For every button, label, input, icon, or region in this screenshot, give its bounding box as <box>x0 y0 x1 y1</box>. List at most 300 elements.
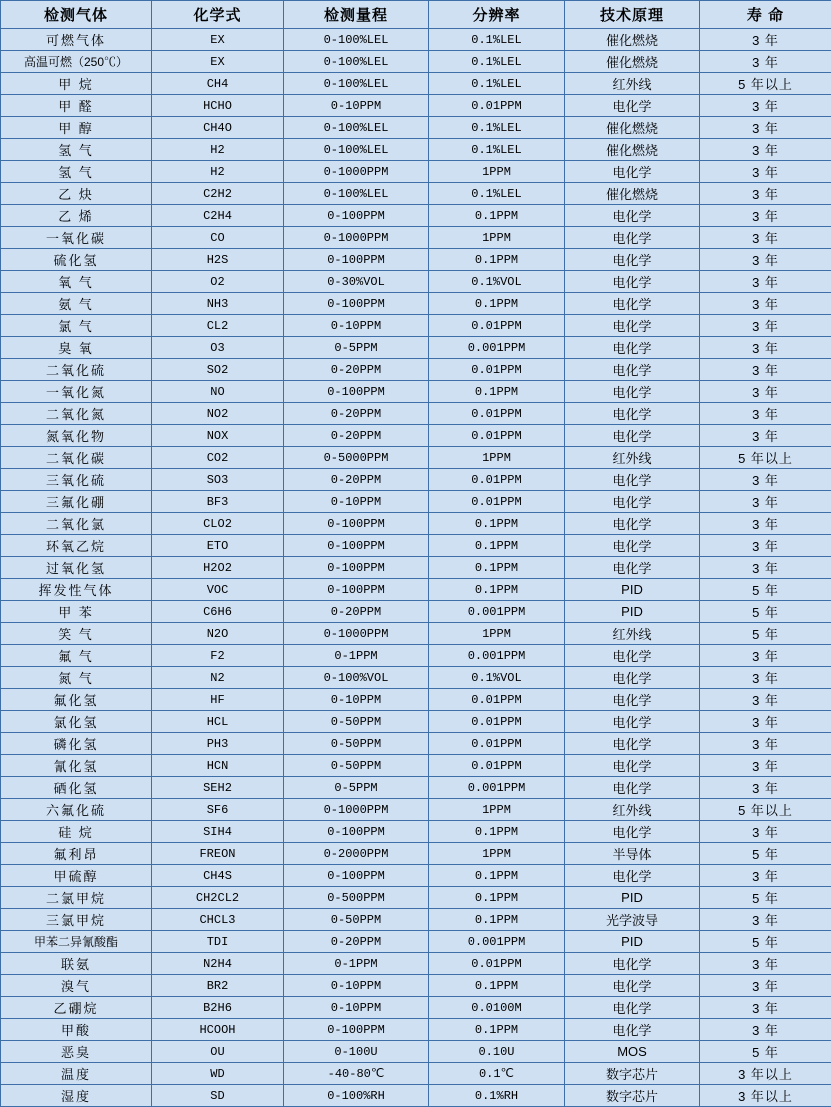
table-row <box>1 73 831 95</box>
table-row <box>1 1019 831 1041</box>
cell-gas: 一氧化碳 <box>1 227 152 249</box>
cell-lifetime: 3 年 <box>700 733 831 755</box>
cell-formula: CHCL3 <box>152 909 284 931</box>
table-row <box>1 29 831 51</box>
cell-resolution: 0.1PPM <box>429 513 565 535</box>
cell-principle: 催化燃烧 <box>565 183 700 205</box>
cell-resolution: 1PPM <box>429 799 565 821</box>
cell-lifetime: 3 年 <box>700 183 831 205</box>
cell-range: 0-100PPM <box>284 513 429 535</box>
cell-gas: 温度 <box>1 1063 152 1085</box>
cell-resolution: 0.1%LEL <box>429 51 565 73</box>
cell-principle: 红外线 <box>565 447 700 469</box>
cell-formula: SEH2 <box>152 777 284 799</box>
cell-gas: 氟化氢 <box>1 689 152 711</box>
cell-formula: CO2 <box>152 447 284 469</box>
table-row <box>1 909 831 931</box>
cell-principle: 电化学 <box>565 821 700 843</box>
cell-principle: 电化学 <box>565 271 700 293</box>
cell-lifetime: 3 年 <box>700 337 831 359</box>
table-row <box>1 711 831 733</box>
cell-range: 0-20PPM <box>284 601 429 623</box>
table-row <box>1 249 831 271</box>
cell-formula: O3 <box>152 337 284 359</box>
table-row <box>1 689 831 711</box>
cell-resolution: 0.1PPM <box>429 381 565 403</box>
cell-gas: 硒化氢 <box>1 777 152 799</box>
cell-gas: 甲 醇 <box>1 117 152 139</box>
cell-resolution: 0.01PPM <box>429 95 565 117</box>
cell-lifetime: 3 年 <box>700 271 831 293</box>
cell-principle: 电化学 <box>565 359 700 381</box>
cell-gas: 笑 气 <box>1 623 152 645</box>
cell-range: 0-50PPM <box>284 711 429 733</box>
cell-gas: 三氟化硼 <box>1 491 152 513</box>
cell-gas: 溴气 <box>1 975 152 997</box>
cell-gas: 乙 炔 <box>1 183 152 205</box>
cell-range: 0-1000PPM <box>284 227 429 249</box>
cell-lifetime: 5 年以上 <box>700 447 831 469</box>
cell-formula: N2 <box>152 667 284 689</box>
cell-resolution: 1PPM <box>429 447 565 469</box>
cell-lifetime: 3 年 <box>700 249 831 271</box>
cell-formula: CH4O <box>152 117 284 139</box>
table-row <box>1 865 831 887</box>
table-row <box>1 557 831 579</box>
cell-range: 0-100%RH <box>284 1085 429 1107</box>
cell-principle: 电化学 <box>565 1019 700 1041</box>
cell-formula: OU <box>152 1041 284 1063</box>
cell-gas: 氧 气 <box>1 271 152 293</box>
cell-range: 0-5PPM <box>284 337 429 359</box>
cell-range: 0-50PPM <box>284 909 429 931</box>
cell-range: 0-1PPM <box>284 645 429 667</box>
cell-range: 0-1000PPM <box>284 799 429 821</box>
cell-formula: N2O <box>152 623 284 645</box>
table-row <box>1 887 831 909</box>
cell-range: 0-20PPM <box>284 425 429 447</box>
cell-gas: 甲硫醇 <box>1 865 152 887</box>
cell-gas: 硫化氢 <box>1 249 152 271</box>
cell-formula: C2H4 <box>152 205 284 227</box>
table-row <box>1 491 831 513</box>
cell-gas: 甲苯二异氰酸酯 <box>1 931 152 953</box>
table-row <box>1 447 831 469</box>
cell-lifetime: 3 年 <box>700 315 831 337</box>
table-row <box>1 997 831 1019</box>
table-row <box>1 579 831 601</box>
cell-lifetime: 3 年 <box>700 645 831 667</box>
cell-range: 0-1000PPM <box>284 623 429 645</box>
cell-formula: TDI <box>152 931 284 953</box>
cell-principle: 电化学 <box>565 469 700 491</box>
table-row <box>1 381 831 403</box>
column-header-gas: 检测气体 <box>1 1 152 29</box>
cell-range: 0-10PPM <box>284 689 429 711</box>
cell-range: 0-100%LEL <box>284 117 429 139</box>
cell-range: 0-50PPM <box>284 755 429 777</box>
table-row <box>1 755 831 777</box>
cell-lifetime: 5 年 <box>700 601 831 623</box>
cell-lifetime: 3 年 <box>700 139 831 161</box>
table-row <box>1 139 831 161</box>
cell-gas: 臭 氧 <box>1 337 152 359</box>
cell-range: 0-50PPM <box>284 733 429 755</box>
table-row <box>1 667 831 689</box>
column-header-principle: 技术原理 <box>565 1 700 29</box>
cell-range: 0-100PPM <box>284 821 429 843</box>
cell-principle: PID <box>565 931 700 953</box>
cell-formula: NO <box>152 381 284 403</box>
cell-principle: 电化学 <box>565 953 700 975</box>
cell-range: 0-10PPM <box>284 315 429 337</box>
cell-lifetime: 3 年 <box>700 359 831 381</box>
cell-resolution: 0.1PPM <box>429 535 565 557</box>
table-row <box>1 271 831 293</box>
cell-resolution: 0.1PPM <box>429 249 565 271</box>
table-row <box>1 843 831 865</box>
cell-resolution: 0.001PPM <box>429 777 565 799</box>
cell-formula: FREON <box>152 843 284 865</box>
cell-range: -40-80℃ <box>284 1063 429 1085</box>
cell-resolution: 0.01PPM <box>429 469 565 491</box>
cell-lifetime: 3 年 <box>700 535 831 557</box>
table-row <box>1 535 831 557</box>
table-row <box>1 975 831 997</box>
column-header-resolution: 分辨率 <box>429 1 565 29</box>
cell-range: 0-10PPM <box>284 95 429 117</box>
cell-principle: 电化学 <box>565 95 700 117</box>
cell-range: 0-10PPM <box>284 975 429 997</box>
table-row <box>1 293 831 315</box>
cell-range: 0-100%LEL <box>284 183 429 205</box>
cell-formula: HF <box>152 689 284 711</box>
cell-principle: 电化学 <box>565 865 700 887</box>
cell-range: 0-100PPM <box>284 579 429 601</box>
cell-principle: 催化燃烧 <box>565 29 700 51</box>
cell-lifetime: 3 年 <box>700 777 831 799</box>
cell-principle: 电化学 <box>565 425 700 447</box>
cell-lifetime: 5 年 <box>700 1041 831 1063</box>
cell-range: 0-100%LEL <box>284 139 429 161</box>
cell-principle: 电化学 <box>565 205 700 227</box>
table-row <box>1 799 831 821</box>
cell-range: 0-100%LEL <box>284 29 429 51</box>
cell-resolution: 0.1%LEL <box>429 183 565 205</box>
cell-resolution: 0.01PPM <box>429 733 565 755</box>
table-row <box>1 623 831 645</box>
cell-formula: SO2 <box>152 359 284 381</box>
cell-principle: 电化学 <box>565 403 700 425</box>
cell-resolution: 0.1%LEL <box>429 117 565 139</box>
cell-principle: 电化学 <box>565 689 700 711</box>
cell-formula: CH4 <box>152 73 284 95</box>
cell-resolution: 0.1PPM <box>429 975 565 997</box>
cell-lifetime: 3 年 <box>700 513 831 535</box>
table-row <box>1 227 831 249</box>
cell-formula: NO2 <box>152 403 284 425</box>
cell-lifetime: 3 年以上 <box>700 1085 831 1107</box>
table-row <box>1 117 831 139</box>
cell-lifetime: 3 年 <box>700 667 831 689</box>
cell-principle: 红外线 <box>565 73 700 95</box>
cell-principle: 电化学 <box>565 997 700 1019</box>
cell-resolution: 0.0100M <box>429 997 565 1019</box>
cell-formula: ETO <box>152 535 284 557</box>
cell-gas: 可燃气体 <box>1 29 152 51</box>
cell-range: 0-30%VOL <box>284 271 429 293</box>
cell-gas: 二氧化碳 <box>1 447 152 469</box>
cell-lifetime: 3 年 <box>700 51 831 73</box>
cell-resolution: 0.1PPM <box>429 293 565 315</box>
cell-range: 0-100%LEL <box>284 73 429 95</box>
cell-gas: 氟利昂 <box>1 843 152 865</box>
cell-formula: HCN <box>152 755 284 777</box>
cell-gas: 氯 气 <box>1 315 152 337</box>
cell-formula: PH3 <box>152 733 284 755</box>
cell-resolution: 0.1%VOL <box>429 271 565 293</box>
cell-principle: MOS <box>565 1041 700 1063</box>
cell-principle: 红外线 <box>565 623 700 645</box>
cell-lifetime: 3 年 <box>700 865 831 887</box>
cell-range: 0-10PPM <box>284 997 429 1019</box>
cell-formula: CH4S <box>152 865 284 887</box>
cell-resolution: 0.01PPM <box>429 491 565 513</box>
table-row <box>1 425 831 447</box>
table-row <box>1 733 831 755</box>
cell-range: 0-100PPM <box>284 865 429 887</box>
table-row <box>1 645 831 667</box>
cell-resolution: 1PPM <box>429 227 565 249</box>
cell-principle: PID <box>565 579 700 601</box>
cell-resolution: 0.1%RH <box>429 1085 565 1107</box>
table-header <box>1 1 831 29</box>
cell-lifetime: 3 年 <box>700 953 831 975</box>
cell-principle: 电化学 <box>565 513 700 535</box>
table-row <box>1 205 831 227</box>
cell-range: 0-20PPM <box>284 403 429 425</box>
cell-gas: 三氯甲烷 <box>1 909 152 931</box>
cell-gas: 联氨 <box>1 953 152 975</box>
cell-lifetime: 5 年 <box>700 579 831 601</box>
cell-formula: CL2 <box>152 315 284 337</box>
table-row <box>1 1063 831 1085</box>
table-row <box>1 601 831 623</box>
cell-formula: NOX <box>152 425 284 447</box>
cell-lifetime: 3 年以上 <box>700 1063 831 1085</box>
table-row <box>1 469 831 491</box>
cell-formula: B2H6 <box>152 997 284 1019</box>
table-header-row <box>1 1 831 29</box>
cell-lifetime: 3 年 <box>700 491 831 513</box>
cell-resolution: 1PPM <box>429 623 565 645</box>
cell-principle: 数字芯片 <box>565 1085 700 1107</box>
cell-resolution: 0.1%LEL <box>429 139 565 161</box>
cell-principle: 电化学 <box>565 249 700 271</box>
cell-formula: C6H6 <box>152 601 284 623</box>
column-header-lifetime: 寿 命 <box>700 1 831 29</box>
table-row <box>1 1041 831 1063</box>
cell-gas: 二氧化硫 <box>1 359 152 381</box>
cell-resolution: 0.1%LEL <box>429 29 565 51</box>
cell-lifetime: 3 年 <box>700 227 831 249</box>
cell-resolution: 1PPM <box>429 161 565 183</box>
cell-range: 0-100PPM <box>284 557 429 579</box>
cell-resolution: 0.1%LEL <box>429 73 565 95</box>
cell-gas: 甲 醛 <box>1 95 152 117</box>
cell-lifetime: 3 年 <box>700 161 831 183</box>
cell-lifetime: 5 年以上 <box>700 73 831 95</box>
cell-lifetime: 3 年 <box>700 293 831 315</box>
cell-gas: 环氧乙烷 <box>1 535 152 557</box>
cell-gas: 三氧化硫 <box>1 469 152 491</box>
cell-gas: 氮氧化物 <box>1 425 152 447</box>
cell-resolution: 0.1℃ <box>429 1063 565 1085</box>
cell-range: 0-2000PPM <box>284 843 429 865</box>
table-row <box>1 953 831 975</box>
cell-resolution: 0.001PPM <box>429 601 565 623</box>
cell-gas: 氰化氢 <box>1 755 152 777</box>
cell-formula: WD <box>152 1063 284 1085</box>
cell-resolution: 0.01PPM <box>429 425 565 447</box>
cell-range: 0-100PPM <box>284 293 429 315</box>
cell-principle: 电化学 <box>565 337 700 359</box>
cell-formula: H2S <box>152 249 284 271</box>
cell-principle: 电化学 <box>565 535 700 557</box>
cell-principle: 电化学 <box>565 315 700 337</box>
cell-lifetime: 3 年 <box>700 711 831 733</box>
cell-principle: 电化学 <box>565 777 700 799</box>
cell-gas: 高温可燃（250℃） <box>1 51 152 73</box>
table-row <box>1 777 831 799</box>
cell-lifetime: 3 年 <box>700 689 831 711</box>
cell-gas: 二氧化氯 <box>1 513 152 535</box>
cell-principle: 电化学 <box>565 755 700 777</box>
cell-lifetime: 3 年 <box>700 909 831 931</box>
table-row <box>1 1085 831 1107</box>
table-row <box>1 513 831 535</box>
cell-gas: 硅 烷 <box>1 821 152 843</box>
cell-range: 0-100%LEL <box>284 51 429 73</box>
cell-formula: SD <box>152 1085 284 1107</box>
cell-lifetime: 3 年 <box>700 205 831 227</box>
cell-gas: 甲 烷 <box>1 73 152 95</box>
cell-range: 0-100PPM <box>284 249 429 271</box>
cell-resolution: 0.1PPM <box>429 557 565 579</box>
cell-gas: 氢 气 <box>1 161 152 183</box>
cell-principle: 催化燃烧 <box>565 139 700 161</box>
cell-range: 0-100PPM <box>284 205 429 227</box>
table-body <box>1 29 831 1107</box>
cell-lifetime: 3 年 <box>700 821 831 843</box>
cell-gas: 氨 气 <box>1 293 152 315</box>
cell-range: 0-20PPM <box>284 931 429 953</box>
cell-formula: HCHO <box>152 95 284 117</box>
cell-formula: NH3 <box>152 293 284 315</box>
cell-resolution: 0.01PPM <box>429 953 565 975</box>
cell-resolution: 0.001PPM <box>429 931 565 953</box>
cell-gas: 六氟化硫 <box>1 799 152 821</box>
table-row <box>1 183 831 205</box>
cell-resolution: 1PPM <box>429 843 565 865</box>
cell-principle: 电化学 <box>565 645 700 667</box>
table-row <box>1 337 831 359</box>
cell-principle: 半导体 <box>565 843 700 865</box>
cell-lifetime: 3 年 <box>700 381 831 403</box>
cell-resolution: 0.10U <box>429 1041 565 1063</box>
cell-formula: H2 <box>152 139 284 161</box>
table-row <box>1 161 831 183</box>
cell-resolution: 0.01PPM <box>429 359 565 381</box>
cell-formula: O2 <box>152 271 284 293</box>
column-header-formula: 化学式 <box>152 1 284 29</box>
table-row <box>1 821 831 843</box>
cell-lifetime: 3 年 <box>700 1019 831 1041</box>
cell-resolution: 0.1PPM <box>429 579 565 601</box>
table-row <box>1 51 831 73</box>
cell-range: 0-500PPM <box>284 887 429 909</box>
table-row <box>1 315 831 337</box>
cell-lifetime: 5 年 <box>700 931 831 953</box>
cell-resolution: 0.01PPM <box>429 711 565 733</box>
cell-resolution: 0.1PPM <box>429 821 565 843</box>
cell-formula: SO3 <box>152 469 284 491</box>
cell-lifetime: 3 年 <box>700 469 831 491</box>
cell-range: 0-100PPM <box>284 381 429 403</box>
cell-principle: 红外线 <box>565 799 700 821</box>
cell-principle: 催化燃烧 <box>565 117 700 139</box>
cell-range: 0-1000PPM <box>284 161 429 183</box>
table-row <box>1 95 831 117</box>
cell-principle: 电化学 <box>565 711 700 733</box>
cell-gas: 二氯甲烷 <box>1 887 152 909</box>
cell-range: 0-20PPM <box>284 469 429 491</box>
cell-formula: VOC <box>152 579 284 601</box>
cell-principle: 电化学 <box>565 667 700 689</box>
cell-range: 0-100PPM <box>284 535 429 557</box>
cell-formula: EX <box>152 29 284 51</box>
cell-range: 0-20PPM <box>284 359 429 381</box>
cell-resolution: 0.01PPM <box>429 403 565 425</box>
cell-gas: 湿度 <box>1 1085 152 1107</box>
cell-lifetime: 3 年 <box>700 29 831 51</box>
cell-formula: C2H2 <box>152 183 284 205</box>
cell-formula: H2 <box>152 161 284 183</box>
cell-principle: PID <box>565 601 700 623</box>
table-row <box>1 931 831 953</box>
cell-principle: 电化学 <box>565 491 700 513</box>
cell-lifetime: 3 年 <box>700 117 831 139</box>
cell-resolution: 0.1%VOL <box>429 667 565 689</box>
cell-gas: 氟 气 <box>1 645 152 667</box>
cell-resolution: 0.1PPM <box>429 909 565 931</box>
cell-principle: 电化学 <box>565 381 700 403</box>
cell-resolution: 0.1PPM <box>429 205 565 227</box>
cell-range: 0-100U <box>284 1041 429 1063</box>
cell-gas: 乙硼烷 <box>1 997 152 1019</box>
cell-lifetime: 3 年 <box>700 425 831 447</box>
cell-principle: 电化学 <box>565 293 700 315</box>
cell-gas: 挥发性气体 <box>1 579 152 601</box>
table-row <box>1 403 831 425</box>
cell-formula: SF6 <box>152 799 284 821</box>
cell-formula: HCL <box>152 711 284 733</box>
cell-range: 0-100%VOL <box>284 667 429 689</box>
cell-resolution: 0.01PPM <box>429 315 565 337</box>
cell-formula: CH2CL2 <box>152 887 284 909</box>
cell-formula: N2H4 <box>152 953 284 975</box>
cell-resolution: 0.001PPM <box>429 645 565 667</box>
